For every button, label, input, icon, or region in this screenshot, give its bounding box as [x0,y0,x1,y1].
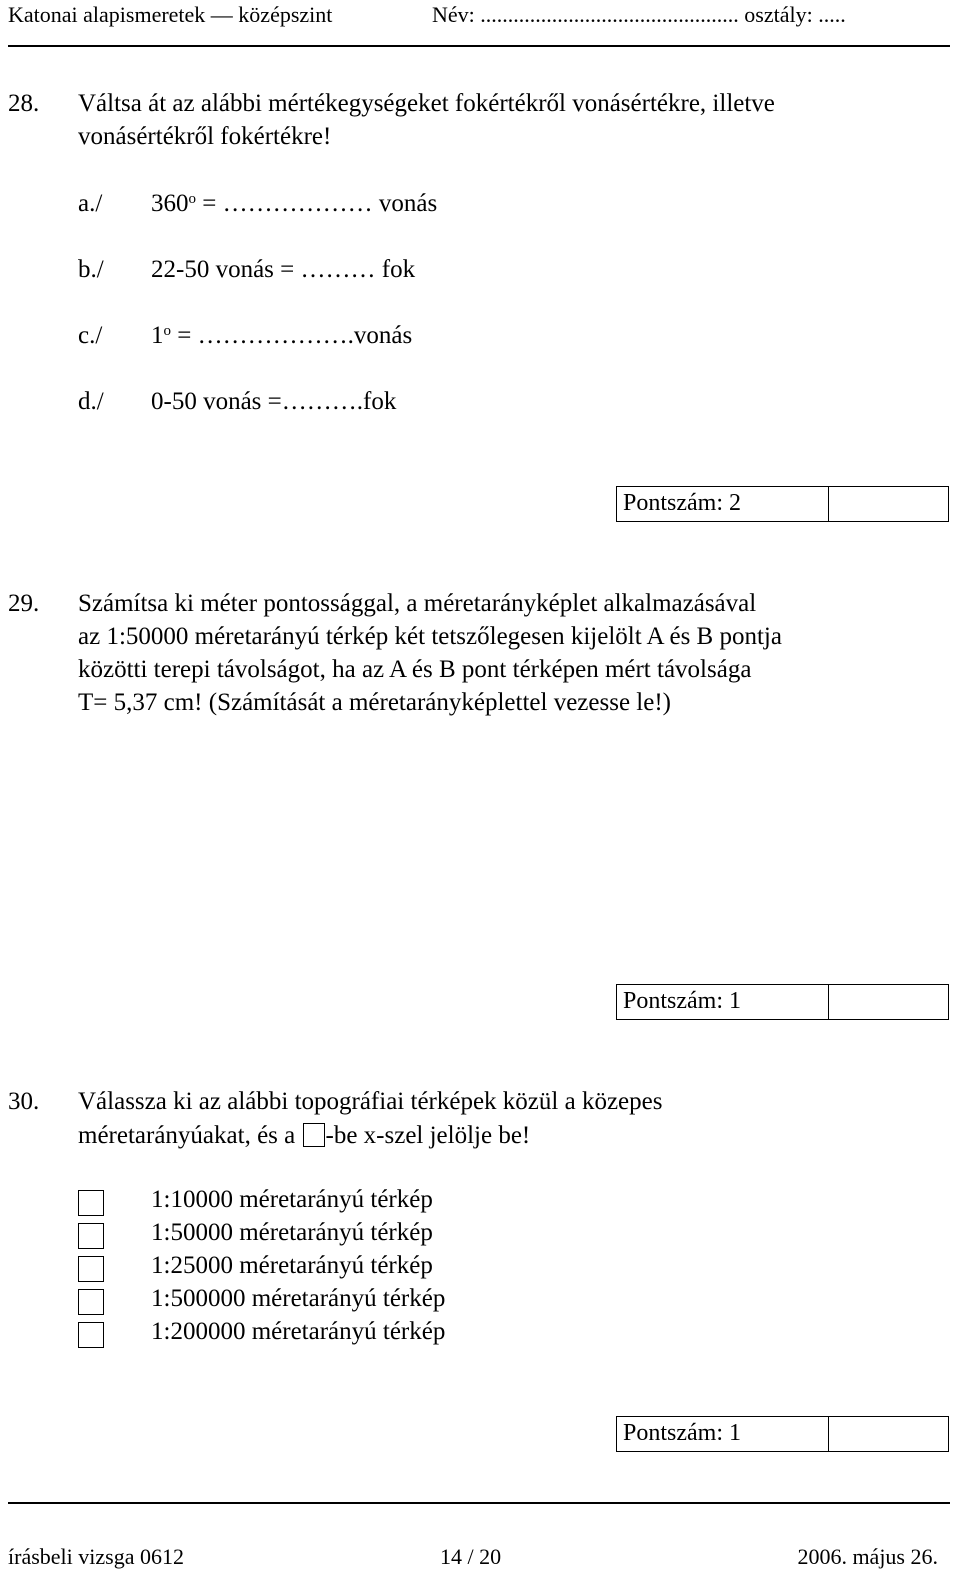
q29-score-field[interactable] [829,985,948,1019]
footer-date: 2006. május 26. [797,1544,938,1569]
option-label-3: 1:25000 méretarányú térkép [151,1252,433,1279]
q28-item-d-label: d./ [78,388,104,415]
inline-checkbox-icon [303,1123,325,1147]
q30-text-line2 [78,1120,530,1152]
footer-rule [8,1502,950,1504]
q30-text-line2-start: méretarányúakat, és a [78,1122,296,1149]
q28-item-c-value: 1 [151,322,164,349]
option-label-2: 1:50000 méretarányú térkép [151,1219,433,1246]
q28-item-c-label: c./ [78,322,103,349]
header-left: Katonai alapismeretek — középszint [8,2,333,27]
q28-score-field[interactable] [829,487,948,521]
q30-score-label: Pontszám: 1 [617,1417,829,1451]
q28-item-b-label: b./ [78,256,104,283]
q28-item-a-label: a./ [78,190,103,217]
q28-item-a-value: 360 [151,190,189,217]
header-rule [8,45,950,47]
option-label-1: 1:10000 méretarányú térkép [151,1186,433,1213]
q30-score-field[interactable] [829,1417,948,1451]
degree-sup: o [163,322,171,339]
option-label-4: 1:500000 méretarányú térkép [151,1285,446,1312]
q29-score-box [616,984,949,1020]
q28-number: 28. [8,90,40,117]
q28-item-c-blank: = ……………….vonás [171,322,413,349]
q28-text-line1: Váltsa át az alábbi mértékegységeket fokértékről vonásértékre, illetve [78,90,775,117]
footer-left: írásbeli vizsga 0612 [8,1544,184,1569]
option-checkbox-3[interactable] [78,1256,104,1282]
option-checkbox-5[interactable] [78,1322,104,1348]
q30-number: 30. [8,1088,40,1115]
q28-item-a-blank: = ……………… vonás [196,190,438,217]
q28-score-box [616,486,949,522]
option-checkbox-1[interactable] [78,1190,104,1216]
degree-sup: o [188,190,196,207]
q30-score-box [616,1416,949,1452]
q29-text-line2: az 1:50000 méretarányú térkép két tetszőlegesen kijelölt A és B pontja [78,623,782,650]
q29-score-label: Pontszám: 1 [617,985,829,1019]
q29-text-line1: Számítsa ki méter pontossággal, a méretarányképlet alkalmazásával [78,590,757,617]
q28-item-c [151,322,412,350]
option-checkbox-2[interactable] [78,1223,104,1249]
q29-text-line4: T= 5,37 cm! (Számítását a méretarányképlettel vezesse le!) [78,689,671,716]
q28-item-b: 22-50 vonás = ……… fok [151,256,416,283]
q29-number: 29. [8,590,40,617]
q28-score-label: Pontszám: 2 [617,487,829,521]
option-label-5: 1:200000 méretarányú térkép [151,1318,446,1345]
q30-text-line1: Válassza ki az alábbi topográfiai térképek közül a közepes [78,1088,663,1115]
header-right: Név: ............................................... osztály: ..... [432,2,846,27]
q29-text-line3: közötti terepi távolságot, ha az A és B pont térképen mért távolsága [78,656,752,683]
footer-page-number: 14 / 20 [440,1544,502,1569]
q28-item-d: 0-50 vonás =……….fok [151,388,397,415]
q28-item-a [151,190,437,218]
q30-text-line2-end: -be x-szel jelölje be! [325,1122,531,1149]
option-checkbox-4[interactable] [78,1289,104,1315]
q28-text-line2: vonásértékről fokértékre! [78,123,332,150]
